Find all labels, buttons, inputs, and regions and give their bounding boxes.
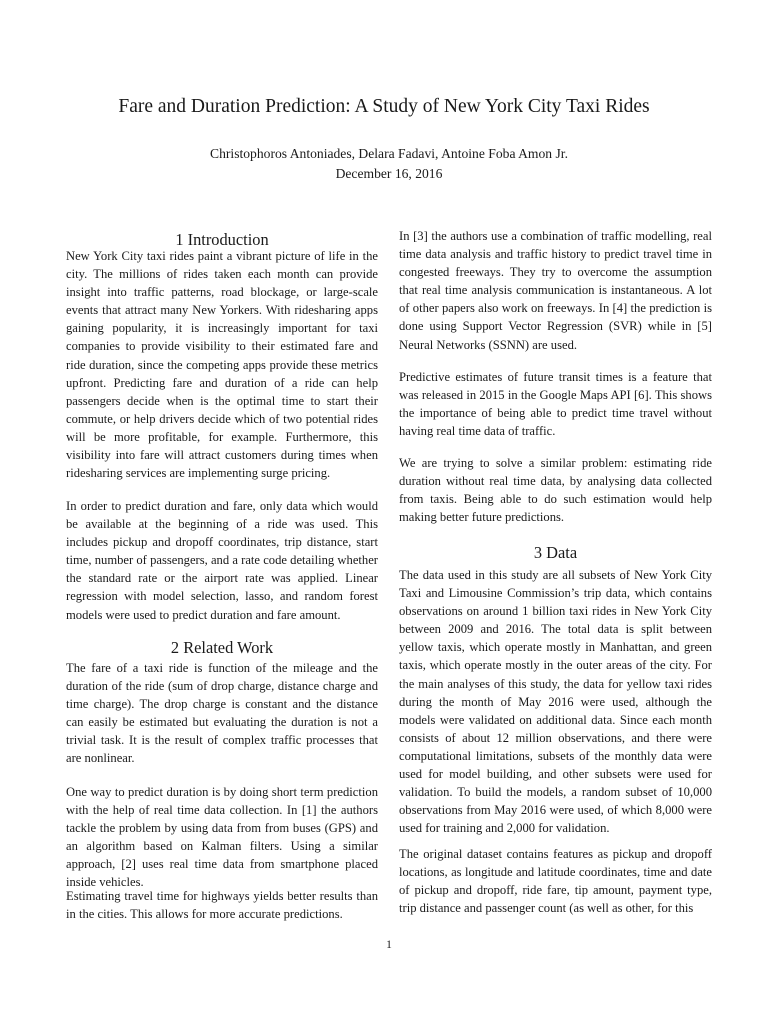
section-heading-related-work: 2 Related Work: [170, 638, 274, 657]
section-heading-data: 3 Data: [533, 543, 578, 562]
related-work-paragraph-6: We are trying to solve a similar problem: estimating ride duration without real time data, by analysing data collected from taxis. Being able to do such estimation would help making better future predictions.: [399, 456, 712, 525]
data-paragraph-1: The data used in this study are all subsets of New York City Taxi and Limousine Commission’s trip data, which contains observations on around 1 billion taxi rides in New York City between 2009 and 2016. The total data is split between yellow taxis, which operate mostly in Manhattan, and green taxis, which operate mostly in the outer areas of the city. For the main analyses of this study, the data for yellow taxi rides during the month of May 2016 were used, although the models were validated on additional data. Since each month consists of about 12 million observations, and there were computational limitations, subsets of the monthly data were used for model building, and other subsets were used for validation. To build the models, a random subset of 10,000 observations from May 2016 were used, of which 8,000 were used for training and 2,000 for validation.: [399, 568, 712, 836]
data-paragraph-2: The original dataset contains features as pickup and dropoff locations, as longitude and latitude coordinates, time and date of pickup and dropoff, ride fare, tip amount, payment type, trip distance and passenger count (as well as other, for this: [399, 847, 712, 916]
related-work-paragraph-4: In [3] the authors use a combination of traffic modelling, real time data analysis and traffic history to predict travel time in congested freeways. They try to overcome the assumption that real time analysis communication is instantaneous. A lot of other papers also work on freeways. In [4] the prediction is done using Support Vector Regression (SVR) while in [5] Neural Networks (SSNN) are used.: [399, 229, 712, 352]
related-work-paragraph-5: Predictive estimates of future transit times is a feature that was released in 2015 in the Google Maps API [6]. This shows the importance of being able to predict time travel without having real time data of traffic.: [399, 370, 712, 439]
paper-date: December 16, 2016: [335, 166, 443, 181]
paper-authors: Christophoros Antoniades, Delara Fadavi, Antoine Foba Amon Jr.: [210, 146, 568, 161]
section-heading-introduction: 1 Introduction: [175, 230, 269, 249]
introduction-paragraph-1: New York City taxi rides paint a vibrant picture of life in the city. The millions of rides taken each month can provide insight into traffic patterns, road blockage, or large-scale events that attract many New Yorkers. With ridesharing apps gaining popularity, it is increasingly important for taxi companies to provide visibility to their estimated fare and ride duration, since the competing apps provide these metrics upfront. Predicting fare and duration of a ride can help passengers decide when is the optimal time to start their commute, or help drivers decide which of two potential rides will be more profitable, for example. Furthermore, this visibility into fare will attract customers during times when ridesharing services are implementing surge pricing.: [66, 249, 378, 481]
related-work-paragraph-2: One way to predict duration is by doing short term prediction with the help of real time data collection. In [1] the authors tackle the problem by using data from from buses (GPS) and an algorithm based on Kalman filters. Using a similar approach, [2] uses real time data from smartphone placed inside vehicles.: [66, 785, 378, 890]
related-work-paragraph-3: Estimating travel time for highways yields better results than in the cities. This allows for more accurate predictions.: [66, 889, 378, 922]
paper-title: Fare and Duration Prediction: A Study of New York City Taxi Rides: [118, 96, 650, 117]
related-work-paragraph-1: The fare of a taxi ride is function of the mileage and the duration of the ride (sum of drop charge, distance charge and time charge). The drop charge is constant and the distance can easily be estimated but evaluating the duration is not a trivial task. It is the result of complex traffic processes that are nonlinear.: [66, 661, 378, 766]
introduction-paragraph-2: In order to predict duration and fare, only data which would be available at the beginning of a ride was used. This includes pickup and dropoff coordinates, trip distance, start time, number of passengers, and a rate code detailing whether the standard rate or the airport rate was applied. Linear regression with model selection, lasso, and random forest models were used to predict duration and fare amount.: [66, 499, 378, 622]
page-number: 1: [386, 939, 392, 951]
